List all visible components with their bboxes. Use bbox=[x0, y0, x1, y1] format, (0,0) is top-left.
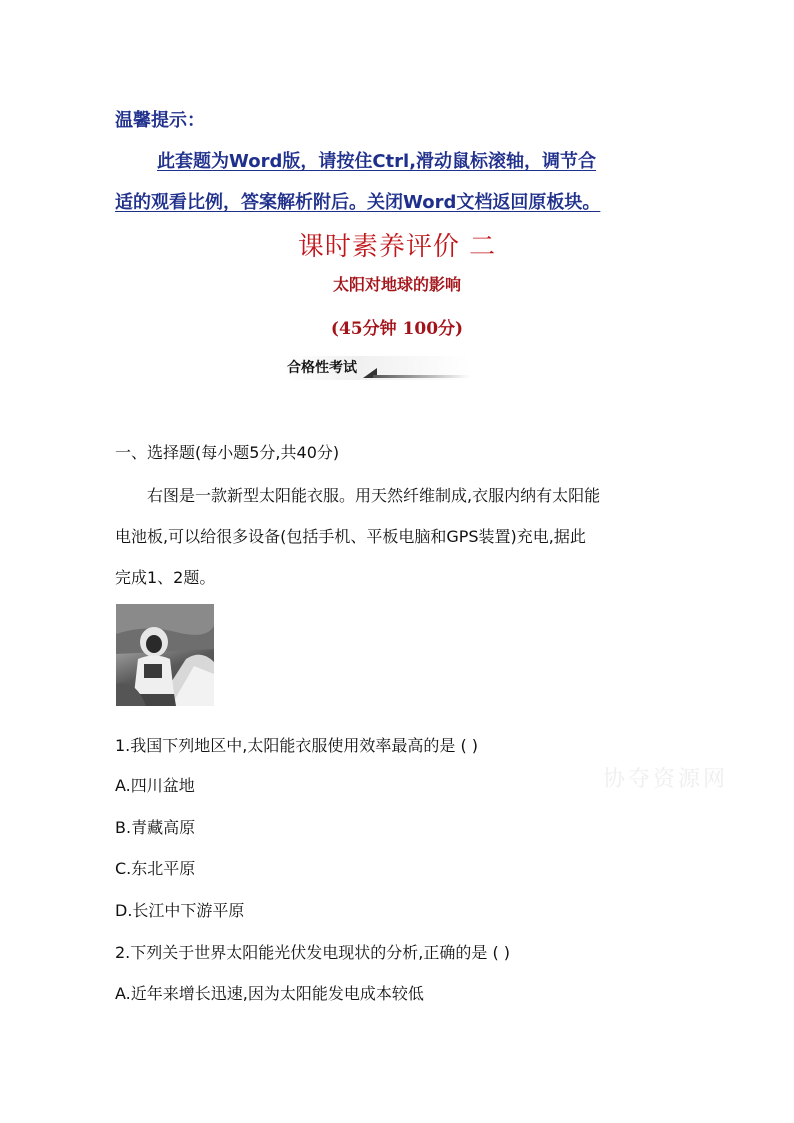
tip-line-2: 适的观看比例，答案解析附后。关闭Word文档返回原板块。 bbox=[115, 192, 601, 213]
tip-line-1: 此套题为Word版，请按住Ctrl,滑动鼠标滚轴，调节合 bbox=[157, 151, 597, 172]
lesson-subtitle: 太阳对地球的影响 bbox=[332, 275, 461, 294]
question-1-option-b[interactable]: B.青藏高原 bbox=[115, 818, 196, 837]
section-banner bbox=[285, 356, 470, 380]
question-1-stem: 1.我国下列地区中,太阳能衣服使用效率最高的是 ( ) bbox=[115, 736, 479, 755]
question-1-option-d[interactable]: D.长江中下游平原 bbox=[115, 901, 245, 920]
passage-line-2: 电池板,可以给很多设备(包括手机、平板电脑和GPS装置)充电,据此 bbox=[115, 527, 586, 546]
time-score-note: (45分钟 100分) bbox=[330, 319, 464, 339]
question-1-option-c[interactable]: C.东北平原 bbox=[115, 859, 196, 878]
banner-bar-decoration bbox=[373, 375, 470, 378]
watermark: 协夺资源网 bbox=[603, 767, 729, 792]
solar-clothing-photo bbox=[116, 604, 214, 706]
question-2-stem: 2.下列关于世界太阳能光伏发电现状的分析,正确的是 ( ) bbox=[115, 943, 511, 962]
page-title: 课时素养评价 二 bbox=[297, 232, 497, 262]
photo-illustration bbox=[116, 604, 214, 706]
question-1-option-a[interactable]: A.四川盆地 bbox=[115, 776, 195, 795]
passage-line-1: 右图是一款新型太阳能衣服。用天然纤维制成,衣服内纳有太阳能 bbox=[147, 486, 601, 505]
section-heading: 一、选择题(每小题5分,共40分) bbox=[115, 443, 340, 462]
question-2-option-a[interactable]: A.近年来增长迅速,因为太阳能发电成本较低 bbox=[115, 984, 424, 1003]
banner-label: 合格性考试 bbox=[287, 360, 357, 376]
passage-line-3: 完成1、2题。 bbox=[115, 568, 216, 587]
tip-title: 温馨提示： bbox=[115, 110, 205, 131]
